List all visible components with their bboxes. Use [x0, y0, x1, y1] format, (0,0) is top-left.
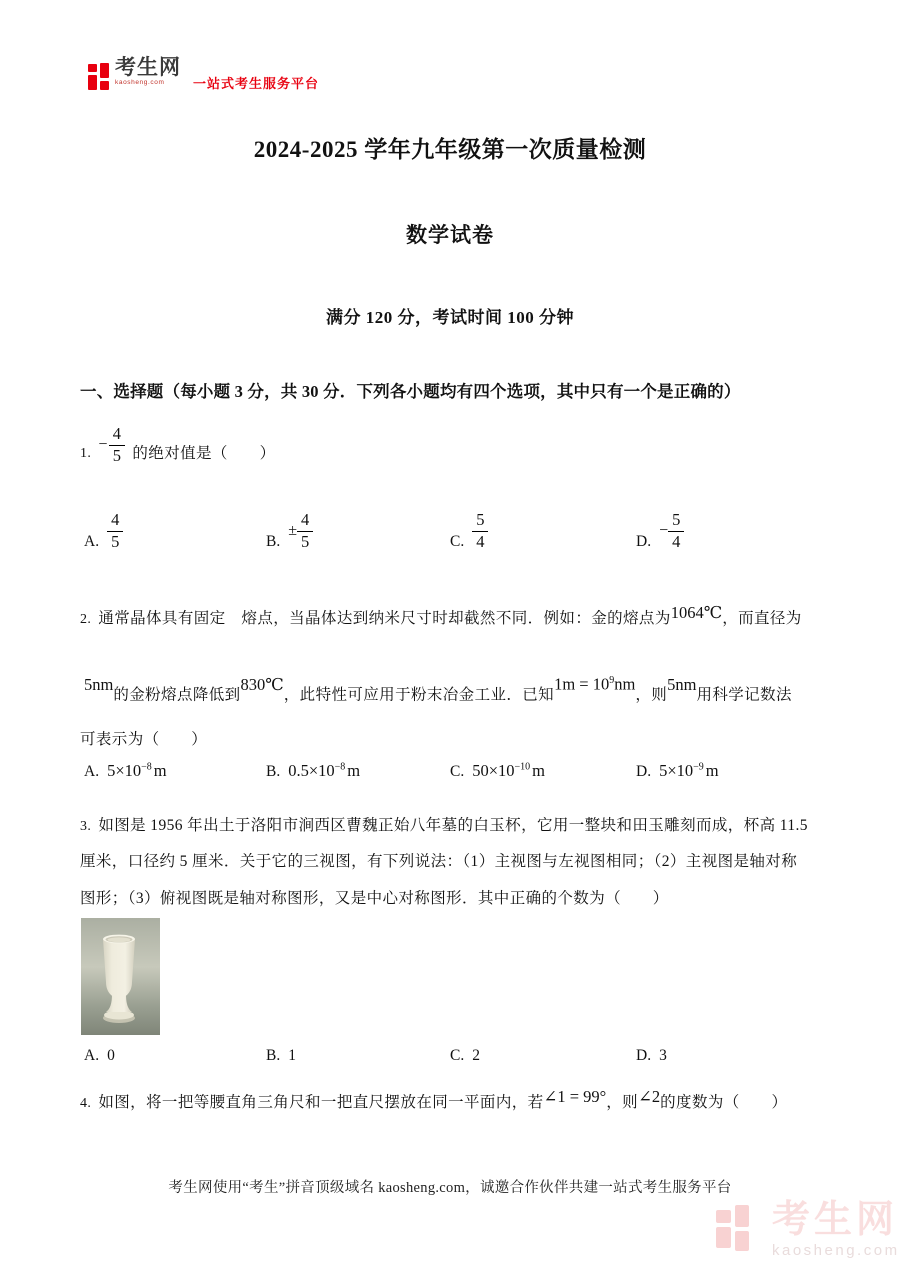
option-label: A. — [84, 532, 100, 550]
option-label: C. — [450, 1047, 465, 1064]
option-fraction — [107, 511, 123, 552]
option-label: A. — [84, 1047, 100, 1064]
option-fraction — [297, 511, 313, 552]
option-label: C. — [450, 763, 465, 780]
question-4-stem — [80, 1087, 828, 1115]
kaosheng-logo-icon — [88, 63, 110, 90]
unit: m — [153, 761, 167, 780]
question-3-options — [84, 1047, 844, 1071]
question-1-stem — [80, 425, 828, 466]
question-1-options — [84, 511, 844, 567]
brand-logo — [88, 57, 319, 92]
option-value — [107, 761, 167, 781]
q2-math-5nm-2: 5nm — [667, 674, 697, 694]
brand-name: 考生网 — [115, 56, 181, 79]
watermark-text-block — [772, 1201, 900, 1258]
q2-math-exponent: 9 — [609, 675, 615, 686]
section-heading: 一、选择题（每小题 3 分，共 30 分．下列各小题均有四个选项，其中只有一个是正确的） — [80, 382, 741, 401]
option-value: 0 — [107, 1047, 115, 1064]
brand-tagline: 一站式考生服务平台 — [193, 76, 320, 91]
coefficient: 5×10 — [107, 761, 142, 780]
q4-math-angle1: ∠1 = 99° — [543, 1087, 607, 1106]
question-3-line2: 厘米，口径约 5 厘米．关于它的三视图，有下列说法：（1）主视图与左视图相同；（2）主视图是轴对称 — [80, 853, 798, 870]
q2-math-unit: nm — [614, 674, 636, 694]
q2-text: 的金粉熔点降低到 — [113, 686, 241, 704]
q4-text: 如图，将一把等腰直角三角尺和一把直尺摆放在同一平面内，若 — [98, 1094, 544, 1111]
option-sign: − — [659, 522, 669, 540]
q4-text: 的度数为（ ） — [660, 1094, 788, 1111]
option-label: B. — [266, 532, 281, 550]
exam-info-line: 满分 120 分，考试时间 100 分钟 — [326, 308, 574, 327]
q2-text: ，则 — [635, 686, 668, 704]
q2-math-1m-equals — [554, 670, 635, 696]
question-1-text: 的绝对值是（ ） — [132, 444, 276, 462]
q2-math-5nm: 5nm — [84, 674, 114, 694]
q2-option-c — [450, 761, 545, 782]
watermark-logo-icon — [716, 1205, 764, 1257]
q1-option-c — [450, 511, 488, 552]
q2-text: 用科学记数法 — [696, 686, 792, 704]
fraction-numerator: 5 — [472, 511, 488, 532]
unit: m — [532, 761, 546, 780]
q2-text: ，此特性可应用于粉末冶金工业．已知 — [283, 686, 555, 704]
q2-option-a — [84, 761, 167, 782]
question-2-options — [84, 761, 844, 791]
fraction-denominator: 4 — [672, 531, 681, 551]
fraction-denominator: 5 — [301, 531, 310, 551]
option-fraction — [472, 511, 488, 552]
option-label: C. — [450, 532, 465, 550]
q1-fraction — [109, 425, 126, 466]
question-2-line2 — [84, 674, 832, 707]
footer-text: 考生网使用“考生”拼音顶级域名 kaosheng.com，诚邀合作伙伴共建一站式考生服务平台 — [168, 1180, 732, 1196]
q2-option-b — [266, 761, 360, 782]
question-3-line3: 图形；（3）俯视图既是轴对称图形，又是中心对称图形．其中正确的个数为（ ） — [80, 890, 669, 907]
q2-math-base: 1m = 10 — [554, 674, 610, 694]
option-label: B. — [266, 763, 281, 780]
question-1-number: 1. — [80, 445, 92, 461]
q1-fraction-numerator: 4 — [109, 425, 126, 446]
option-value: 1 — [288, 1047, 296, 1064]
option-label: D. — [636, 532, 652, 550]
watermark-domain: kaosheng.com — [772, 1242, 900, 1259]
brand-name-block — [115, 57, 181, 87]
question-4-number: 4. — [80, 1096, 92, 1111]
exponent: −8 — [334, 761, 346, 773]
fraction-numerator: 5 — [668, 511, 684, 532]
option-fraction — [668, 511, 684, 552]
fraction-numerator: 4 — [297, 511, 313, 532]
coefficient: 0.5×10 — [288, 761, 335, 780]
q3-option-b — [266, 1047, 296, 1066]
coefficient: 50×10 — [472, 761, 515, 780]
option-label: D. — [636, 1047, 652, 1064]
question-2-line3: 可表示为（ ） — [80, 731, 208, 748]
watermark-brand-name: 考生网 — [772, 1199, 899, 1241]
fraction-denominator: 5 — [111, 531, 120, 551]
exponent: −10 — [514, 761, 531, 773]
q2-math-1064c: 1064℃ — [670, 603, 723, 622]
q3-option-a — [84, 1047, 115, 1066]
q1-option-d — [636, 511, 684, 552]
exponent: −8 — [141, 761, 152, 773]
q2-option-d — [636, 761, 719, 782]
q4-text: ，则 — [606, 1094, 639, 1111]
jade-cup-photo — [81, 918, 160, 1035]
option-value — [472, 761, 545, 781]
q1-fraction-denominator: 5 — [112, 445, 122, 465]
q1-option-b — [266, 511, 313, 552]
option-value: 3 — [659, 1047, 667, 1064]
question-3-number: 3. — [80, 819, 92, 834]
option-label: A. — [84, 763, 100, 780]
coefficient: 5×10 — [659, 761, 694, 780]
q3-option-c — [450, 1047, 480, 1066]
exponent: −9 — [693, 761, 704, 773]
question-2-line1 — [80, 603, 828, 631]
q3-text: 如图是 1956 年出土于洛阳市涧西区曹魏正始八年墓的白玉杯，它用一整块和田玉雕刻而成，杯高 11.5 — [98, 817, 808, 834]
q3-option-d — [636, 1047, 667, 1066]
q2-text: ，而直径为 — [722, 610, 802, 627]
q1-option-a — [84, 511, 123, 552]
option-value — [659, 761, 719, 781]
page-title: 2024-2025 学年九年级第一次质量检测 — [253, 137, 647, 162]
question-3-line1 — [80, 815, 828, 838]
option-value — [288, 761, 360, 781]
brand-domain: kaosheng.com — [115, 79, 165, 86]
q2-math-830c: 830℃ — [240, 674, 284, 694]
option-sign: ± — [288, 522, 297, 540]
question-2-number: 2. — [80, 612, 92, 627]
q1-minus-sign: − — [98, 436, 108, 454]
option-label: B. — [266, 1047, 281, 1064]
fraction-numerator: 4 — [107, 511, 123, 532]
fraction-denominator: 4 — [476, 531, 485, 551]
option-value: 2 — [472, 1047, 480, 1064]
page-subtitle: 数学试卷 — [406, 223, 494, 247]
q2-text: 通常晶体具有固定 熔点，当晶体达到纳米尺寸时却截然不同．例如：金的熔点为 — [98, 610, 671, 627]
option-label: D. — [636, 763, 652, 780]
kaosheng-watermark — [716, 1201, 900, 1258]
q4-math-angle2: ∠2 — [638, 1087, 661, 1106]
unit: m — [347, 761, 361, 780]
unit: m — [705, 761, 719, 780]
jade-cup-illustration — [81, 918, 160, 1035]
